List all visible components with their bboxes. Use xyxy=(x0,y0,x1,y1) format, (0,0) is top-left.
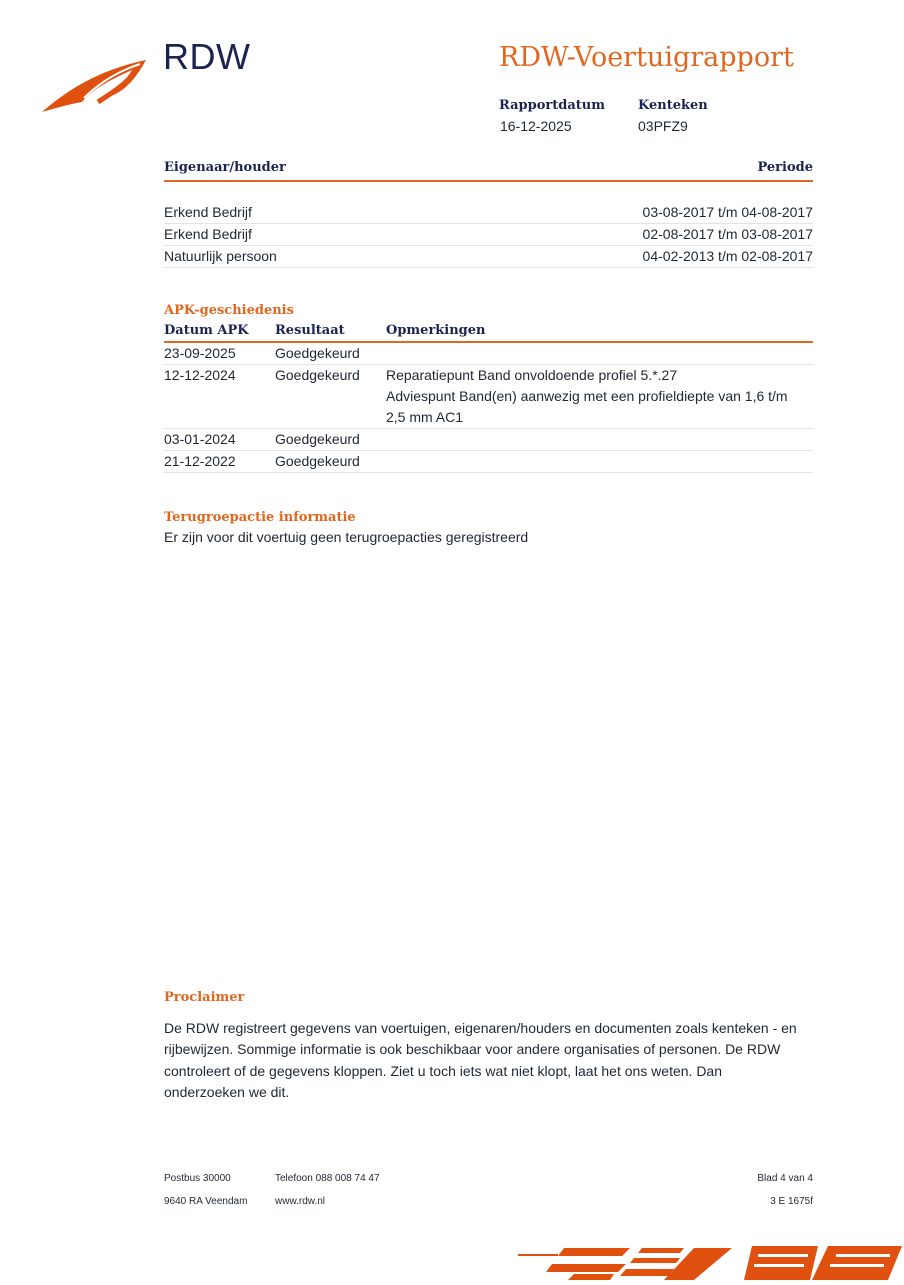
col-owner: Eigenaar/houder xyxy=(164,160,286,175)
table-row xyxy=(164,451,813,473)
table-row xyxy=(164,343,813,365)
proclaimer-section xyxy=(164,990,804,1103)
apk-date-cell: 12-12-2024 xyxy=(164,367,236,383)
table-row xyxy=(164,429,813,451)
period-cell: 02-08-2017 t/m 03-08-2017 xyxy=(642,226,813,242)
footer-website[interactable]: www.rdw.nl xyxy=(275,1196,326,1207)
table-row xyxy=(164,224,813,246)
decorative-stripes xyxy=(518,1244,904,1285)
result-cell: Goedgekeurd xyxy=(275,345,360,361)
result-cell: Goedgekeurd xyxy=(275,453,360,469)
owner-cell: Erkend Bedrijf xyxy=(164,226,252,242)
apk-history-section xyxy=(164,303,813,473)
footer-address-line2: 9640 RA Veendam xyxy=(164,1196,248,1207)
apk-date-cell: 03-01-2024 xyxy=(164,431,236,447)
remark-line: Reparatiepunt Band onvoldoende profiel 5.*.27 xyxy=(386,367,678,383)
recall-section xyxy=(164,510,813,545)
logo-text: RDW xyxy=(163,36,251,77)
period-cell: 03-08-2017 t/m 04-08-2017 xyxy=(642,204,813,220)
table-row xyxy=(164,202,813,224)
report-date-label: Rapportdatum xyxy=(499,98,605,113)
plate-label: Kenteken xyxy=(638,98,708,113)
owner-cell: Erkend Bedrijf xyxy=(164,204,252,220)
remark-line: Adviespunt Band(en) aanwezig met een profieldiepte van 1,6 t/m 2,5 mm AC1 xyxy=(386,388,788,425)
footer-page-number: Blad 4 van 4 xyxy=(757,1173,813,1184)
plate-value: 03PFZ9 xyxy=(638,118,688,134)
col-result: Resultaat xyxy=(275,323,345,338)
recall-title: Terugroepactie informatie xyxy=(164,510,356,525)
report-title: RDW-Voertuigrapport xyxy=(499,42,794,73)
footer-phone: Telefoon 088 008 74 47 xyxy=(275,1173,380,1184)
owner-table-header xyxy=(164,160,813,182)
col-period: Periode xyxy=(757,160,813,175)
result-cell: Goedgekeurd xyxy=(275,431,360,447)
owner-history-table xyxy=(164,160,813,268)
apk-date-cell: 21-12-2022 xyxy=(164,453,236,469)
remarks-cell xyxy=(386,451,813,472)
period-cell: 04-02-2013 t/m 02-08-2017 xyxy=(642,248,813,264)
table-row xyxy=(164,246,813,268)
apk-title: APK-geschiedenis xyxy=(164,303,294,318)
apk-table-header xyxy=(164,321,813,343)
apk-date-cell: 23-09-2025 xyxy=(164,345,236,361)
col-remarks: Opmerkingen xyxy=(386,323,486,338)
remarks-cell xyxy=(386,343,813,364)
rdw-logo-mark xyxy=(40,58,150,119)
footer-document-code: 3 E 1675f xyxy=(770,1196,813,1207)
remarks-cell xyxy=(386,429,813,450)
owner-cell: Natuurlijk persoon xyxy=(164,248,277,264)
remarks-cell xyxy=(386,365,813,428)
footer-address-line1: Postbus 30000 xyxy=(164,1173,231,1184)
table-row xyxy=(164,365,813,429)
proclaimer-title: Proclaimer xyxy=(164,990,245,1005)
result-cell: Goedgekeurd xyxy=(275,367,360,383)
col-apk-date: Datum APK xyxy=(164,323,249,338)
report-date-value: 16-12-2025 xyxy=(500,118,572,134)
recall-text: Er zijn voor dit voertuig geen terugroepacties geregistreerd xyxy=(164,529,529,545)
proclaimer-text: De RDW registreert gegevens van voertuigen, eigenaren/houders en documenten zoals kenteken - en rijbewijzen. Sommige informatie is ook beschikbaar voor andere organisaties of personen. De RDW controleert of de gegevens kloppen. Ziet u toch iets wat niet klopt, laat het ons weten. Dan onderzoeken we dit. xyxy=(164,1020,797,1100)
